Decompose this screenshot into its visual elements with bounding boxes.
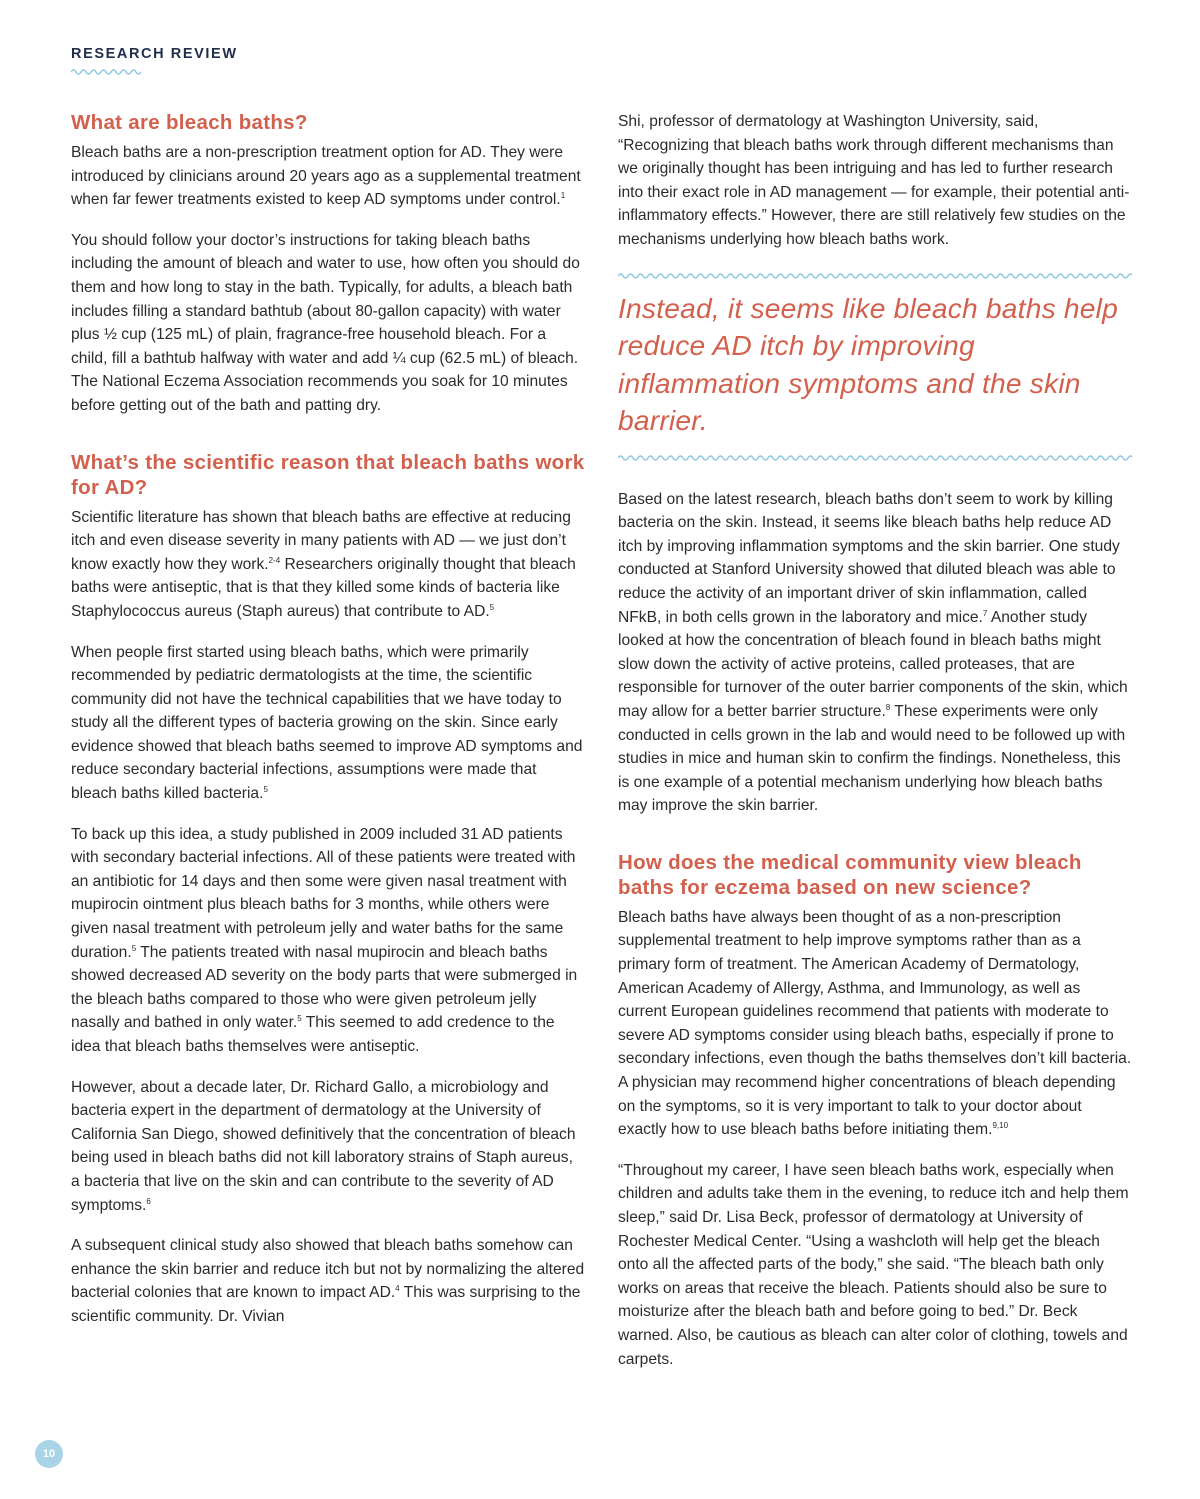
footnote-ref: 2-4 (268, 555, 281, 565)
wave-divider-icon (618, 272, 1132, 280)
footnote-ref: 5 (489, 602, 495, 612)
paragraph: A subsequent clinical study also showed that bleach baths somehow can enhance the skin barrier and reduce itch but not by normalizing the altered bacterial colonies that are known to impact AD.$^4$ This was surprising to the scientific community. Dr. Vivian (71, 1237, 585, 1325)
footnote-ref: 5 (263, 784, 268, 794)
heading-medical-community-view: How does the medical community view bleach baths for eczema based on new science? (618, 850, 1082, 899)
section-label: RESEARCH REVIEW (71, 46, 238, 62)
paragraph: “Throughout my career, I have seen bleach baths work, especially when children and adults take them in the evening, to reduce itch and help them sleep,” said Dr. Lisa Beck, professor of dermatology at University of Rochester Medical Center. “Using a washcloth will help get the bleach onto all the affected parts of the body,” she said. “The bleach bath only works on areas that receive the bleach. Patients should also be sure to moisturize after the bleach bath and before going to bed.” Dr. Beck warned. Also, be cautious as bleach can alter color of clothing, towels and carpets. (618, 1161, 1129, 1368)
footnote-ref: 8 (885, 702, 891, 712)
wave-divider-icon (71, 68, 141, 76)
paragraph: Bleach baths are a non-prescription treatment option for AD. They were introduced by clinicians around 20 years ago as a supplemental treatment when far fewer treatments existed to keep AD symptoms under control.$^1$ (71, 144, 581, 209)
left-column (71, 110, 585, 1346)
paragraph: However, about a decade later, Dr. Richard Gallo, a microbiology and bacteria expert in the department of dermatology at the University of California San Diego, showed definitively that the concentration of bleach being used in bleach baths did not kill laboratory strains of Staph aureus, a bacteria that live on the skin and can contribute to the severity of AD symptoms.$^6$ (71, 1078, 576, 1214)
footnote-ref: 9,10 (992, 1121, 1009, 1131)
footnote-ref: 5 (297, 1014, 302, 1024)
wave-divider-icon (618, 454, 1132, 462)
paragraph: When people first started using bleach baths, which were primarily recommended by pediatric dermatologists at the time, the scientific community did not have the technical capabilities that we have today to study all the different types of bacteria growing on the skin. Since early evidence showed that bleach baths seemed to improve AD symptoms and reduce secondary bacterial infections, assumptions were made that bleach baths killed bacteria.$^5$ (71, 643, 583, 803)
paragraph: Shi, professor of dermatology at Washington University, said, “Recognizing that bleach baths work through different mechanisms than we originally thought has been intriguing and has led to further research into their exact role in AD management — for example, their potential anti-inflammatory effects.” However, there are still relatively few studies on the mechanisms underlying how bleach baths work. (618, 113, 1130, 248)
paragraph: Scientific literature has shown that bleach baths are effective at reducing itch and even disease severity in many patients with AD — we just don’t know exactly how they work.$^{2-4}$ Researchers originally thought that bleach baths were antiseptic, that is that they killed some kinds of bacteria like Staphylococcus aureus (Staph aureus) that contribute to AD.$^5$ (71, 508, 576, 620)
page-number-badge: 10 (35, 1440, 63, 1468)
heading-scientific-reason: What’s the scientific reason that bleach baths work for AD? (71, 450, 585, 499)
footnote-ref: 7 (982, 608, 988, 618)
heading-what-are-bleach-baths: What are bleach baths? (71, 111, 308, 134)
footnote-ref: 4 (395, 1284, 400, 1294)
paragraph: To back up this idea, a study published in 2009 included 31 AD patients with secondary bacterial infections. All of these patients were treated with an antibiotic for 14 days and then some were given nasal treatment with mupirocin ointment plus bleach baths for 3 months, while others were given nasal treatment with petroleum jelly and water baths for the same duration.$^5$ The patients treated with nasal mupirocin and bleach baths showed decreased AD severity on the body parts that were submerged in the bleach baths compared to those who were given petroleum jelly nasally and bathed in only water.$^5$ This seemed to add credence to the idea that bleach baths themselves were antiseptic. (71, 825, 578, 1055)
footnote-ref: 1 (560, 191, 566, 200)
paragraph: Based on the latest research, bleach baths don’t seem to work by killing bacteria on the skin. Instead, it seems like bleach baths help reduce AD itch by improving inflammation symptoms and the skin barrier. One study conducted at Stanford University showed that diluted bleach was able to reduce the activity of an important driver of skin inflammation, called NFkB, in both cells grown in the laboratory and mice.$^7$ Another study looked at how the concentration of bleach found in bleach baths might slow down the activity of active proteins, called proteases, that are responsible for turnover of the outer barrier components of the skin, which may allow for a better barrier structure.$^8$ These experiments were only conducted in cells grown in the lab and would need to be followed up with studies in mice and human skin to confirm the findings. Nonetheless, this is one example of a potential mechanism underlying how bleach baths may improve the skin barrier. (618, 490, 1128, 815)
right-column (618, 110, 1132, 1388)
paragraph: Bleach baths have always been thought of as a non-prescription supplemental treatment to help improve symptoms rather than as a primary form of treatment. The American Academy of Dermatology, American Academy of Allergy, Asthma, and Immunology, as well as current European guidelines recommend that patients with moderate to severe AD symptoms consider using bleach baths, especially if prone to secondary infections, even though the baths themselves don’t kill bacteria. A physician may recommend higher concentrations of bleach depending on the symptoms, so it is very important to talk to your doctor about exactly how to use bleach baths before initiating them.$^{9,10}$ (618, 908, 1132, 1139)
pull-quote: Instead, it seems like bleach baths help reduce AD itch by improving inflammation symptoms and the skin barrier. (618, 291, 1119, 437)
footnote-ref: 5 (131, 943, 137, 953)
footnote-ref: 6 (146, 1196, 151, 1206)
paragraph: You should follow your doctor’s instructions for taking bleach baths including the amount of bleach and water to use, how often you should do them and how long to stay in the bath. Typically, for adults, a bleach bath includes filling a standard bathtub (about 80-gallon capacity) with water plus ½ cup (125 mL) of plain, fragrance-free household bleach. For a child, fill a bathtub halfway with water and add ¼ cup (62.5 mL) of bleach. The National Eczema Association recommends you soak for 10 minutes before getting out of the bath and patting dry. (71, 231, 580, 414)
